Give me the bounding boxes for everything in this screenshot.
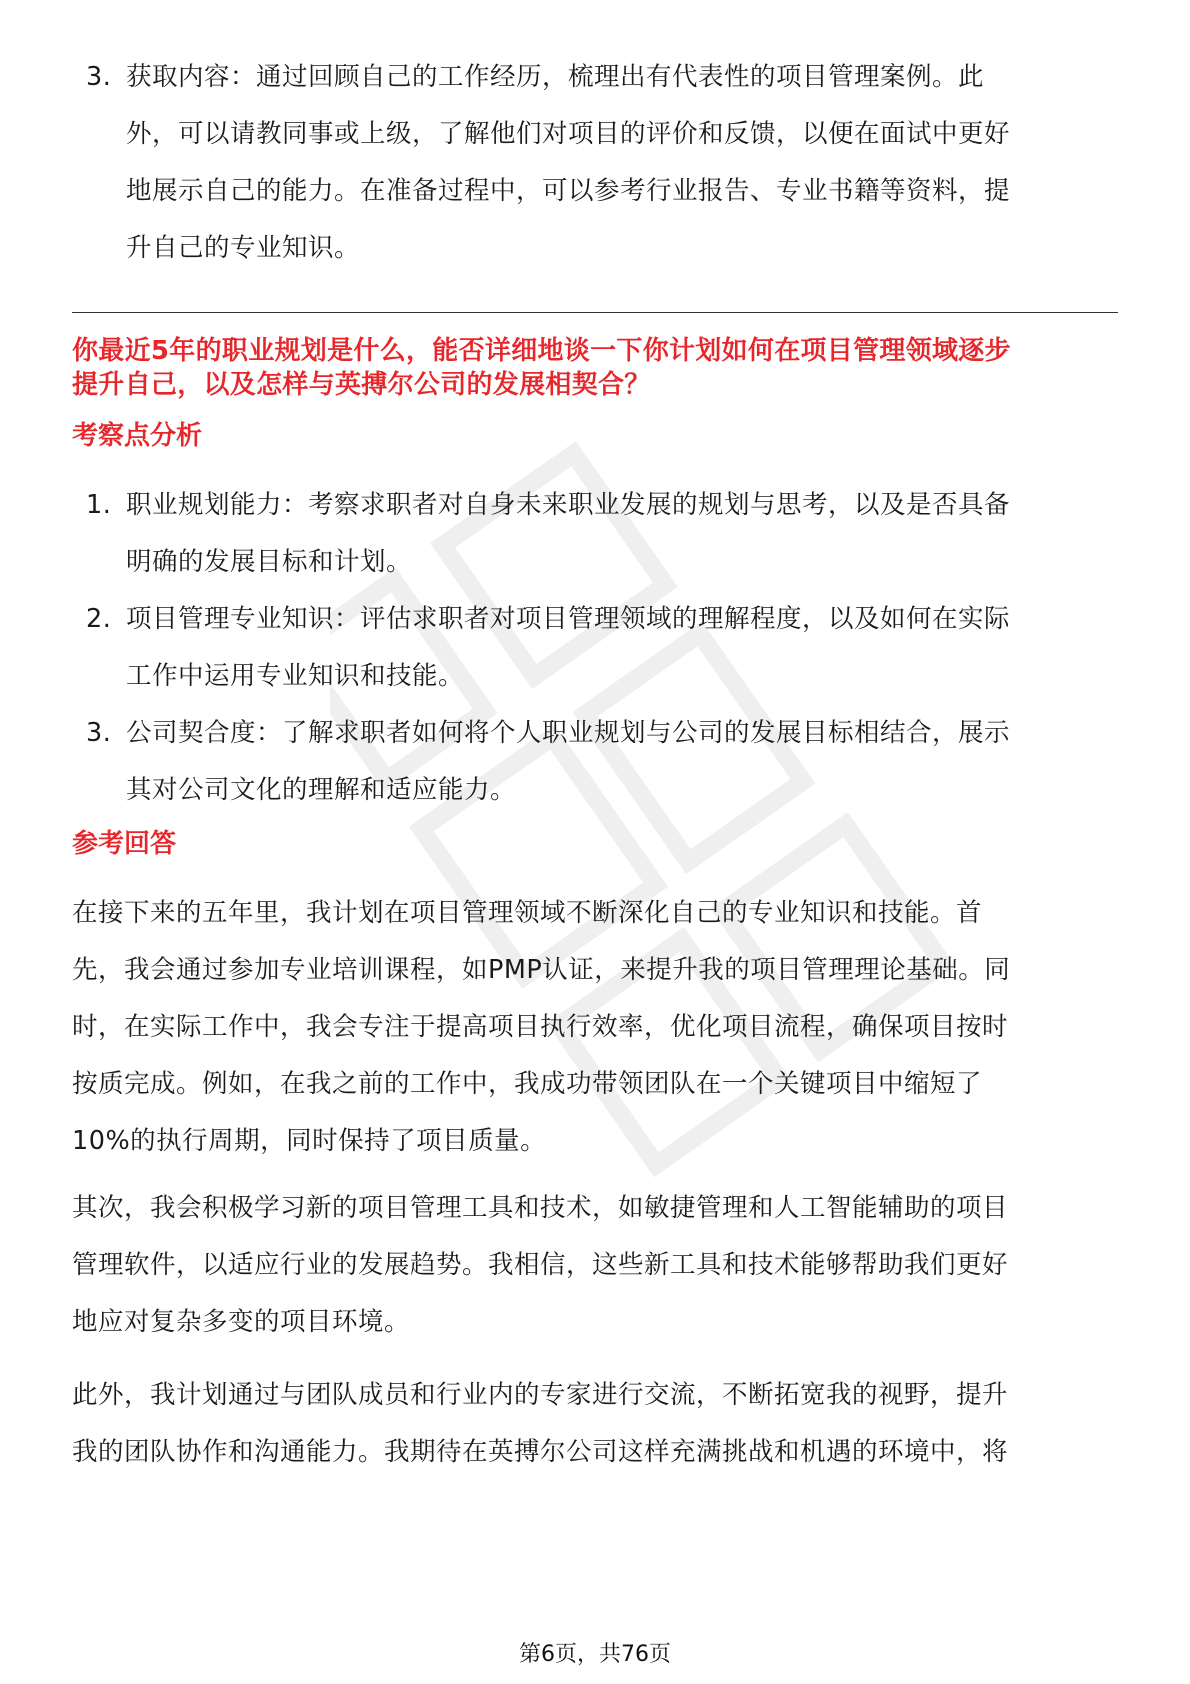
line: 10%的执行周期，同时保持了项目质量。 (72, 1126, 547, 1156)
line: 先，我会通过参加专业培训课程，如PMP认证，来提升我的项目管理理论基础。同 (72, 955, 1011, 985)
line: 公司契合度：了解求职者如何将个人职业规划与公司的发展目标相结合，展示 (126, 718, 1011, 748)
prev-list (72, 49, 1118, 277)
analysis-list (72, 477, 1118, 819)
line: 其次，我会积极学习新的项目管理工具和技术，如敏捷管理和人工智能辅助的项目 (72, 1193, 1009, 1223)
list-number: 2. (86, 604, 112, 634)
line: 升自己的专业知识。 (126, 233, 361, 263)
line: 地展示自己的能力。在准备过程中，可以参考行业报告、专业书籍等资料，提 (126, 176, 1011, 206)
line: 按质完成。例如，在我之前的工作中，我成功带领团队在一个关键项目中缩短了 (72, 1069, 983, 1099)
line: 管理软件，以适应行业的发展趋势。我相信，这些新工具和技术能够帮助我们更好 (72, 1250, 1009, 1280)
answer-paragraph-3 (72, 1367, 1118, 1481)
answer-paragraph-1 (72, 885, 1118, 1170)
analysis-item-2 (72, 591, 1118, 705)
question-line: 提升自己，以及怎样与英搏尔公司的发展相契合？ (72, 370, 651, 400)
answer-paragraph-2 (72, 1180, 1118, 1351)
question-heading (72, 334, 1118, 402)
analysis-heading: 考察点分析 (72, 421, 203, 451)
list-number: 3. (86, 62, 112, 92)
line: 地应对复杂多变的项目环境。 (72, 1307, 411, 1337)
line: 在接下来的五年里，我计划在项目管理领域不断深化自己的专业知识和技能。首 (72, 898, 983, 928)
line: 此外，我计划通过与团队成员和行业内的专家进行交流，不断拓宽我的视野，提升 (72, 1380, 1009, 1410)
question-line: 你最近5年的职业规划是什么，能否详细地谈一下你计划如何在项目管理领域逐步 (72, 336, 1011, 366)
list-number: 3. (86, 718, 112, 748)
analysis-item-3 (72, 705, 1118, 819)
line: 获取内容：通过回顾自己的工作经历，梳理出有代表性的项目管理案例。此 (126, 62, 985, 92)
line: 明确的发展目标和计划。 (126, 547, 413, 577)
line: 项目管理专业知识：评估求职者对项目管理领域的理解程度，以及如何在实际 (126, 604, 1011, 634)
line: 我的团队协作和沟通能力。我期待在英搏尔公司这样充满挑战和机遇的环境中，将 (72, 1437, 1009, 1467)
line: 外，可以请教同事或上级，了解他们对项目的评价和反馈，以便在面试中更好 (126, 119, 1011, 149)
line: 工作中运用专业知识和技能。 (126, 661, 465, 691)
page-footer: 第6页，共76页 (519, 1642, 671, 1667)
prev-list-item (72, 49, 1118, 277)
analysis-item-1 (72, 477, 1118, 591)
line: 职业规划能力：考察求职者对自身未来职业发展的规划与思考，以及是否具备 (126, 490, 1011, 520)
list-number: 1. (86, 490, 112, 520)
section-divider (72, 312, 1118, 313)
line: 时，在实际工作中，我会专注于提高项目执行效率，优化项目流程，确保项目按时 (72, 1012, 1009, 1042)
line: 其对公司文化的理解和适应能力。 (126, 775, 517, 805)
answer-heading: 参考回答 (72, 829, 177, 859)
